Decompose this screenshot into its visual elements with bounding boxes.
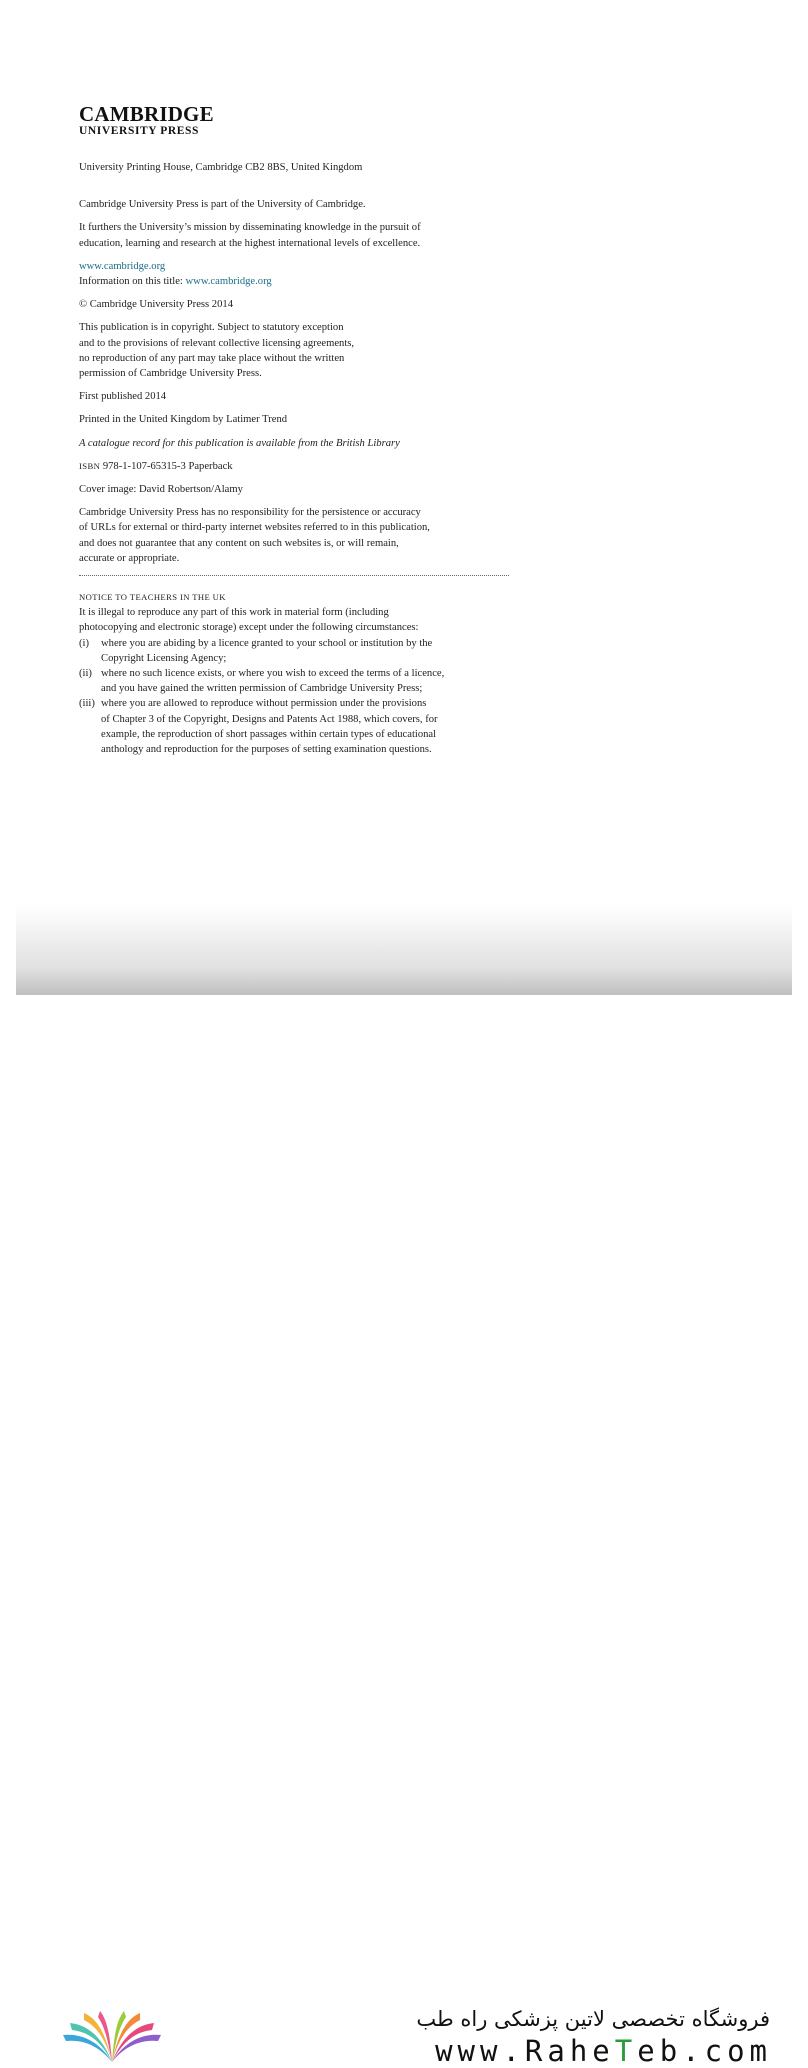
dotted-divider xyxy=(79,575,509,576)
page-shadow xyxy=(16,905,792,995)
url-part-b: eb.com xyxy=(637,2034,772,2068)
notice-item-number: (ii) xyxy=(79,668,92,680)
website-link[interactable]: www.cambridge.org xyxy=(79,260,166,272)
notice-item-number: (i) xyxy=(79,637,89,649)
printed-in: Printed in the United Kingdom by Latimer Trend xyxy=(79,414,288,426)
notice-item xyxy=(79,696,519,757)
notice-item-text xyxy=(101,666,519,696)
copyright-notice-line: and to the provisions of relevant collective licensing agreements, xyxy=(79,337,355,349)
cover-image-credit: Cover image: David Robertson/Alamy xyxy=(79,484,243,496)
notice-item-line: example, the reproduction of short passages within certain types of educational xyxy=(101,728,437,740)
copyright-notice xyxy=(79,320,519,381)
notice-item-line: Copyright Licensing Agency; xyxy=(101,652,227,664)
cambridge-logo xyxy=(79,104,519,138)
page xyxy=(0,0,808,995)
website-block xyxy=(79,259,519,289)
notice-item-text xyxy=(101,636,519,666)
notice-item-line: of Chapter 3 of the Copyright, Designs and Patents Act 1988, which covers, for xyxy=(101,713,438,725)
catalogue-record: A catalogue record for this publication is available from the British Library xyxy=(79,437,400,449)
isbn-value: 978-1-107-65315-3 Paperback xyxy=(100,460,233,472)
mission-line: education, learning and research at the highest international levels of excellence. xyxy=(79,237,421,249)
notice-intro-line: photocopying and electronic storage) except under the following circumstances: xyxy=(79,622,419,634)
url-disclaimer xyxy=(79,505,519,566)
url-prefix: www. xyxy=(435,2034,525,2068)
notice-heading: NOTICE TO TEACHERS IN THE UK xyxy=(79,592,226,603)
teacher-notice xyxy=(79,590,519,757)
mission-statement xyxy=(79,220,519,250)
copyright-page-content xyxy=(79,104,519,757)
copyright-notice-line: permission of Cambridge University Press. xyxy=(79,368,262,380)
url-part-a: Rahe xyxy=(524,2034,615,2068)
notice-item-number: (iii) xyxy=(79,698,95,710)
store-url[interactable] xyxy=(435,2034,772,2068)
copyright-line: © Cambridge University Press 2014 xyxy=(79,299,233,311)
notice-item-text xyxy=(101,696,519,757)
notice-item-line: where you are allowed to reproduce without permission under the provisions xyxy=(101,698,427,710)
first-published: First published 2014 xyxy=(79,391,167,403)
address: University Printing House, Cambridge CB2 8BS, United Kingdom xyxy=(79,162,363,173)
store-name-persian: فروشگاه تخصصی لاتین پزشکی راه طب xyxy=(416,2007,770,2031)
copyright-notice-line: This publication is in copyright. Subject to statutory exception xyxy=(79,322,344,334)
part-of-statement: Cambridge University Press is part of the University of Cambridge. xyxy=(79,199,366,211)
mission-line: It furthers the University’s mission by disseminating knowledge in the pursuit of xyxy=(79,222,421,234)
notice-item-line: where no such licence exists, or where you wish to exceed the terms of a licence, xyxy=(101,668,445,680)
notice-item-line: where you are abiding by a licence granted to your school or institution by the xyxy=(101,637,433,649)
info-link[interactable]: www.cambridge.org xyxy=(185,276,272,288)
disclaimer-line: Cambridge University Press has no responsibility for the persistence or accuracy xyxy=(79,507,421,519)
info-label: Information on this title: xyxy=(79,276,186,288)
logo-main: CAMBRIDGE xyxy=(79,102,214,126)
notice-intro-line: It is illegal to reproduce any part of this work in material form (including xyxy=(79,607,389,619)
url-green-letter: T xyxy=(614,2034,638,2068)
notice-item-line: and you have gained the written permission of Cambridge University Press; xyxy=(101,683,423,695)
watermark-footer xyxy=(0,995,808,2068)
open-book-logo-icon xyxy=(60,2007,165,2067)
isbn-line xyxy=(79,459,519,474)
notice-item xyxy=(79,666,519,696)
disclaimer-line: of URLs for external or third-party internet websites referred to in this publication, xyxy=(79,522,430,534)
disclaimer-line: accurate or appropriate. xyxy=(79,552,180,564)
logo-sub: UNIVERSITY PRESS xyxy=(79,125,200,137)
isbn-label: ISBN xyxy=(79,460,101,471)
notice-item xyxy=(79,636,519,666)
notice-item-line: anthology and reproduction for the purposes of setting examination questions. xyxy=(101,744,432,756)
copyright-notice-line: no reproduction of any part may take place without the written xyxy=(79,352,345,364)
disclaimer-line: and does not guarantee that any content on such websites is, or will remain, xyxy=(79,537,399,549)
